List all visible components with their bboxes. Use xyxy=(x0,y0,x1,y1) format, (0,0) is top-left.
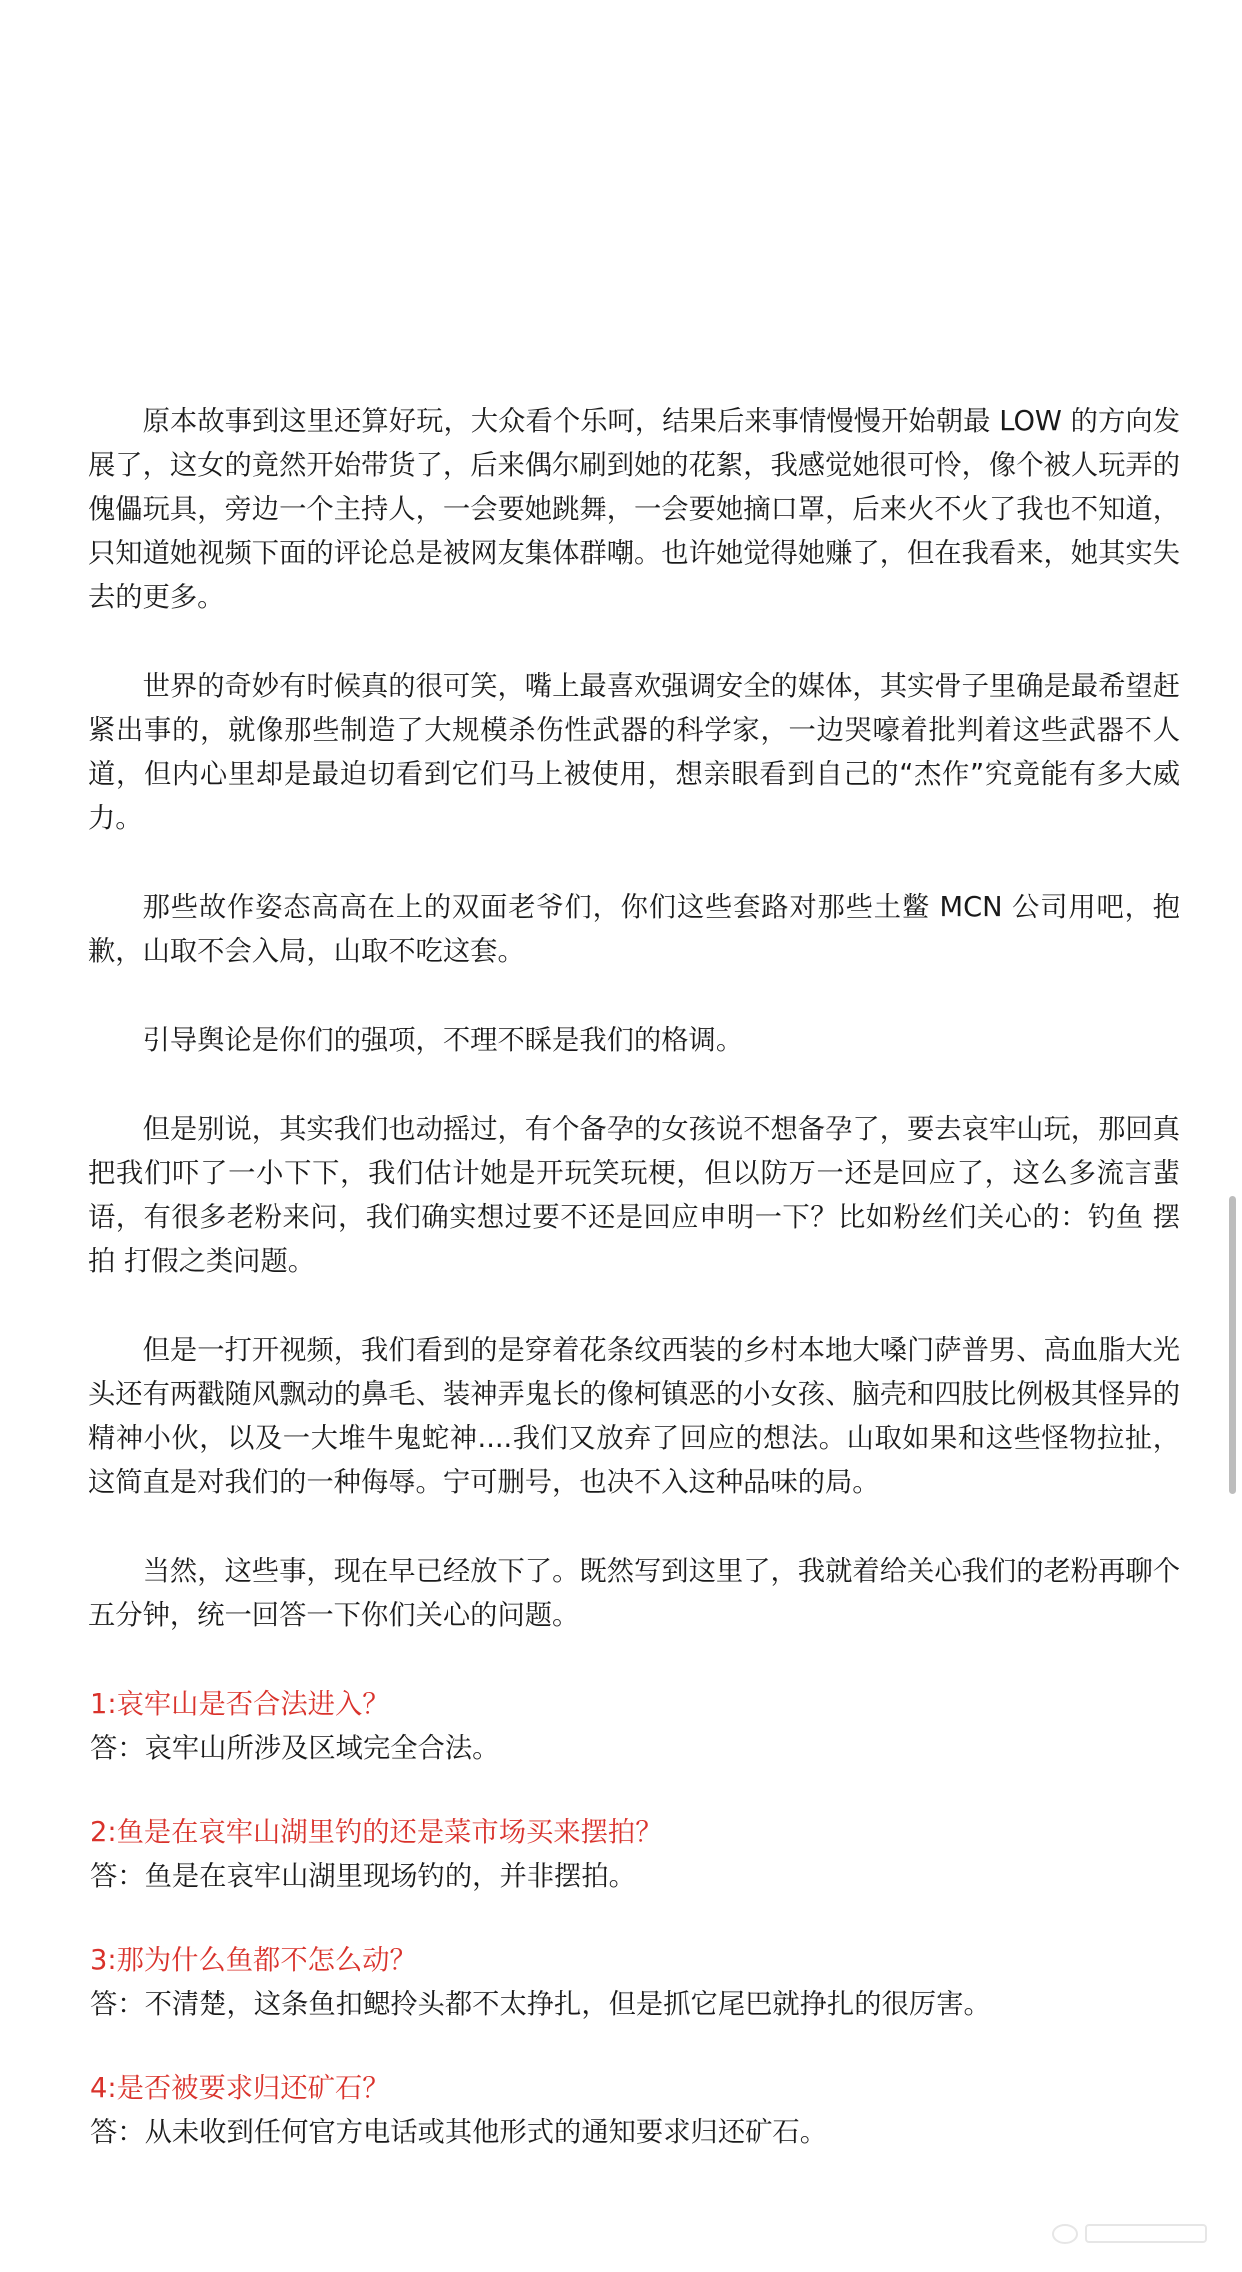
qa-item xyxy=(88,1683,1180,1771)
answer-text: 答：哀牢山所涉及区域完全合法。 xyxy=(90,1733,500,1764)
paragraph: 那些故作姿态高高在上的双面老爷们，你们这些套路对那些土鳖 MCN 公司用吧，抱歉，山取不会入局，山取不吃这套。 xyxy=(88,892,1180,967)
question-text: 2:鱼是在哀牢山湖里钓的还是菜市场买来摆拍？ xyxy=(90,1817,663,1848)
answer-text: 答：不清楚，这条鱼扣鳃拎头都不太挣扎，但是抓它尾巴就挣扎的很厉害。 xyxy=(90,1989,991,2020)
question-text: 3:那为什么鱼都不怎么动？ xyxy=(90,1945,417,1976)
paragraph: 世界的奇妙有时候真的很可笑，嘴上最喜欢强调安全的媒体，其实骨子里确是最希望赶紧出事的，就像那些制造了大规模杀伤性武器的科学家，一边哭嚎着批判着这些武器不人道，但内心里却是最迫切看到它们马上被使用，想亲眼看到自己的“杰作”究竟能有多大威力。 xyxy=(88,671,1180,834)
paragraph: 当然，这些事，现在早已经放下了。既然写到这里了，我就着给关心我们的老粉再聊个五分钟，统一回答一下你们关心的问题。 xyxy=(88,1556,1180,1631)
answer-text: 答：鱼是在哀牢山湖里现场钓的，并非摆拍。 xyxy=(90,1861,636,1892)
qa-item xyxy=(88,2067,1180,2155)
paragraph: 但是别说，其实我们也动摇过，有个备孕的女孩说不想备孕了，要去哀牢山玩，那回真把我们吓了一小下下，我们估计她是开玩笑玩梗，但以防万一还是回应了，这么多流言蜚语，有很多老粉来问，我们确实想过要不还是回应申明一下？比如粉丝们关心的：钓鱼 摆拍 打假之类问题。 xyxy=(88,1114,1180,1277)
question-text: 1:哀牢山是否合法进入？ xyxy=(90,1689,390,1720)
paragraph: 但是一打开视频，我们看到的是穿着花条纹西装的乡村本地大嗓门萨普男、高血脂大光头还有两戳随风飘动的鼻毛、装神弄鬼长的像柯镇恶的小女孩、脑壳和四肢比例极其怪异的精神小伙，以及一大堆牛鬼蛇神....我们又放弃了回应的想法。山取如果和这些怪物拉扯，这简直是对我们的一种侮辱。宁可删号，也决不入这种品味的局。 xyxy=(88,1335,1180,1498)
question-text: 4:是否被要求归还矿石？ xyxy=(90,2073,390,2104)
article-body xyxy=(88,400,1180,2195)
watermark-logo xyxy=(1050,2218,1220,2248)
answer-text: 答：从未收到任何官方电话或其他形式的通知要求归还矿石。 xyxy=(90,2117,828,2148)
paragraph: 引导舆论是你们的强项，不理不睬是我们的格调。 xyxy=(142,1025,744,1056)
qa-item xyxy=(88,1811,1180,1899)
qa-item xyxy=(88,1939,1180,2027)
paragraph: 原本故事到这里还算好玩，大众看个乐呵，结果后来事情慢慢开始朝最 LOW 的方向发展了，这女的竟然开始带货了，后来偶尔刷到她的花絮，我感觉她很可怜，像个被人玩弄的傀儡玩具，旁边一个主持人，一会要她跳舞，一会要她摘口罩，后来火不火了我也不知道，只知道她视频下面的评论总是被网友集体群嘲。也许她觉得她赚了，但在我看来，她其实失去的更多。 xyxy=(88,406,1180,613)
vertical-scrollbar[interactable] xyxy=(1229,1196,1236,1494)
